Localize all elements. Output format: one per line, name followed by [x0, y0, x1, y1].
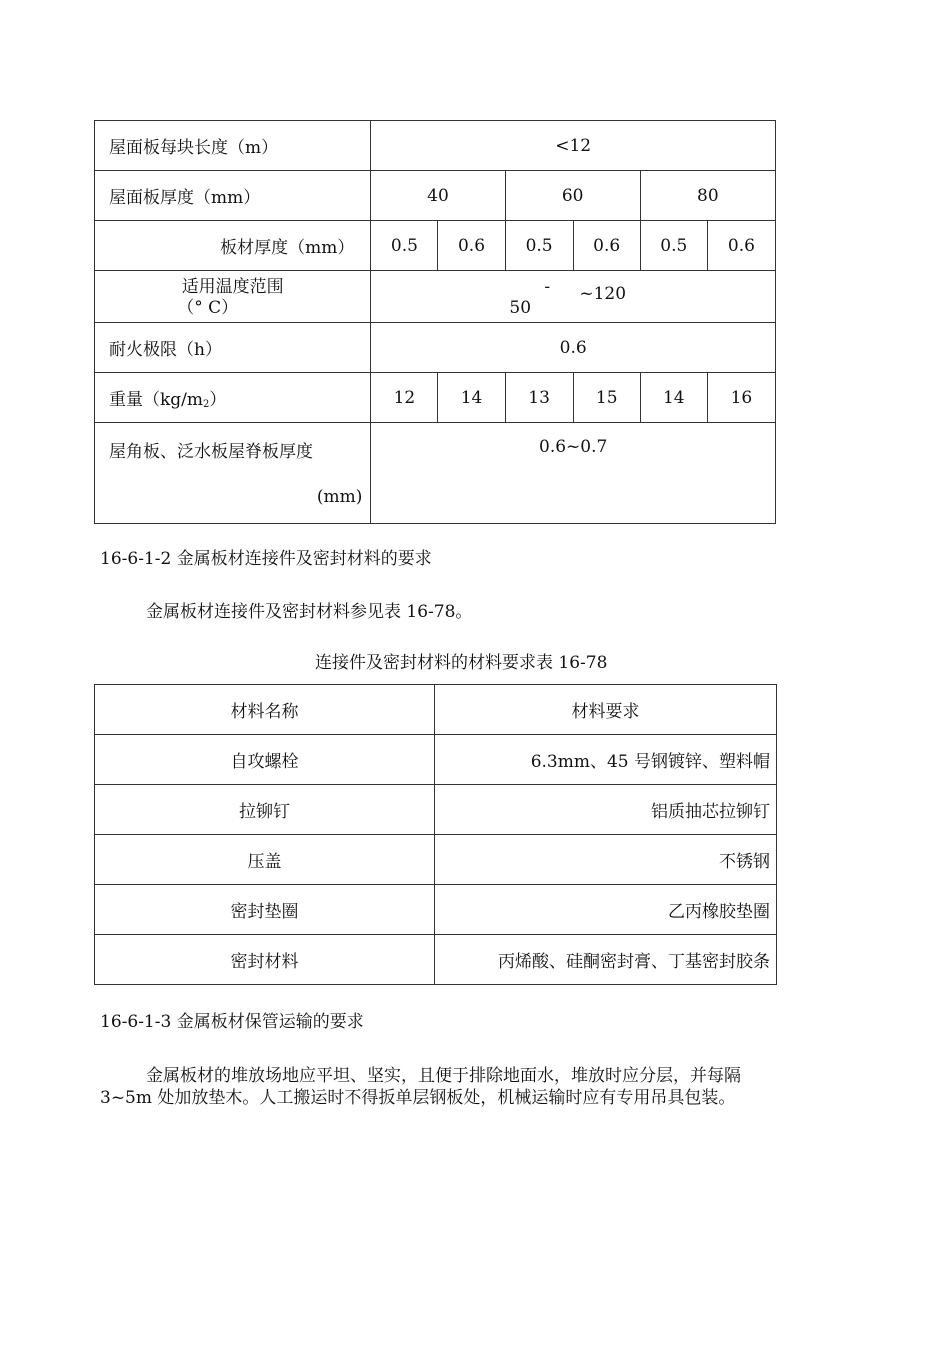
row-label-sheet-thickness: 板材厚度（mm）	[95, 221, 371, 271]
section-heading: 16-6-1-3 金属板材保管运输的要求	[100, 1012, 364, 1032]
weight-value: 13	[505, 373, 573, 423]
table-caption: 连接件及密封材料的材料要求表 16-78	[315, 653, 608, 673]
table-row	[95, 221, 776, 271]
column-header-requirement: 材料要求	[435, 685, 777, 735]
material-requirement: 不锈钢	[435, 835, 777, 885]
table-row	[95, 271, 776, 323]
material-name: 密封垫圈	[95, 885, 435, 935]
material-requirement: 丙烯酸、硅酮密封膏、丁基密封胶条	[435, 935, 777, 985]
column-header-name: 材料名称	[95, 685, 435, 735]
temp-dash: -	[544, 277, 551, 297]
row-label-flashing	[95, 423, 371, 524]
sheet-thickness-value: 0.5	[371, 221, 438, 271]
panel-length-value: <12	[371, 121, 776, 171]
weight-value: 14	[438, 373, 505, 423]
temp-label-line1: 适用温度范围	[181, 276, 284, 297]
row-label-weight	[95, 373, 371, 423]
material-name: 拉铆钉	[95, 785, 435, 835]
material-name: 密封材料	[95, 935, 435, 985]
temp-min: 50	[509, 298, 532, 318]
table-row	[95, 373, 776, 423]
weight-label-suffix: ）	[209, 390, 227, 410]
material-name: 压盖	[95, 835, 435, 885]
table-row	[95, 885, 777, 935]
sheet-thickness-value: 0.5	[505, 221, 573, 271]
material-name: 自攻螺栓	[95, 735, 435, 785]
table-row	[95, 423, 776, 524]
temp-max: ~120	[579, 284, 627, 304]
fire-limit-value: 0.6	[371, 323, 776, 373]
temp-label-line2: （° C）	[177, 297, 239, 318]
row-label-panel-length: 屋面板每块长度（m）	[95, 121, 371, 171]
weight-value: 14	[640, 373, 707, 423]
materials-table	[94, 684, 777, 985]
sheet-thickness-value: 0.6	[707, 221, 775, 271]
table-header-row	[95, 685, 777, 735]
paragraph-line: 3~5m 处加放垫木。人工搬运时不得扳单层钢板处，机械运输时应有专用吊具包装。	[100, 1088, 736, 1108]
temp-range-value	[371, 271, 776, 323]
material-requirement: 乙丙橡胶垫圈	[435, 885, 777, 935]
material-requirement: 铝质抽芯拉铆钉	[435, 785, 777, 835]
roof-panel-spec-table	[94, 120, 776, 524]
panel-thickness-value: 60	[505, 171, 640, 221]
material-requirement: 6.3mm、45 号钢镀锌、塑料帽	[435, 735, 777, 785]
weight-label-prefix: 重量（kg/m	[109, 390, 204, 410]
sheet-thickness-value: 0.5	[640, 221, 707, 271]
table-row	[95, 735, 777, 785]
paragraph-line: 金属板材的堆放场地应平坦、坚实，且便于排除地面水，堆放时应分层，并每隔	[146, 1066, 741, 1086]
table-row	[95, 935, 777, 985]
table-row	[95, 171, 776, 221]
paragraph: 金属板材连接件及密封材料参见表 16-78。	[146, 602, 473, 622]
panel-thickness-value: 80	[640, 171, 775, 221]
flashing-value: 0.6~0.7	[371, 423, 776, 524]
section-heading: 16-6-1-2 金属板材连接件及密封材料的要求	[100, 549, 432, 569]
sheet-thickness-value: 0.6	[438, 221, 505, 271]
panel-thickness-value: 40	[371, 171, 505, 221]
table-row	[95, 835, 777, 885]
row-label-panel-thickness: 屋面板厚度（mm）	[95, 171, 371, 221]
weight-value: 12	[371, 373, 438, 423]
weight-value: 15	[573, 373, 640, 423]
flashing-unit: (mm)	[316, 487, 363, 507]
weight-label-sub: 2	[203, 399, 210, 410]
row-label-temp-range	[95, 271, 371, 323]
table-row	[95, 121, 776, 171]
table-row	[95, 323, 776, 373]
table-row	[95, 785, 777, 835]
weight-value: 16	[707, 373, 775, 423]
row-label-fire-limit: 耐火极限（h）	[95, 323, 371, 373]
sheet-thickness-value: 0.6	[573, 221, 640, 271]
flashing-label: 屋角板、泛水板屋脊板厚度	[109, 442, 313, 462]
